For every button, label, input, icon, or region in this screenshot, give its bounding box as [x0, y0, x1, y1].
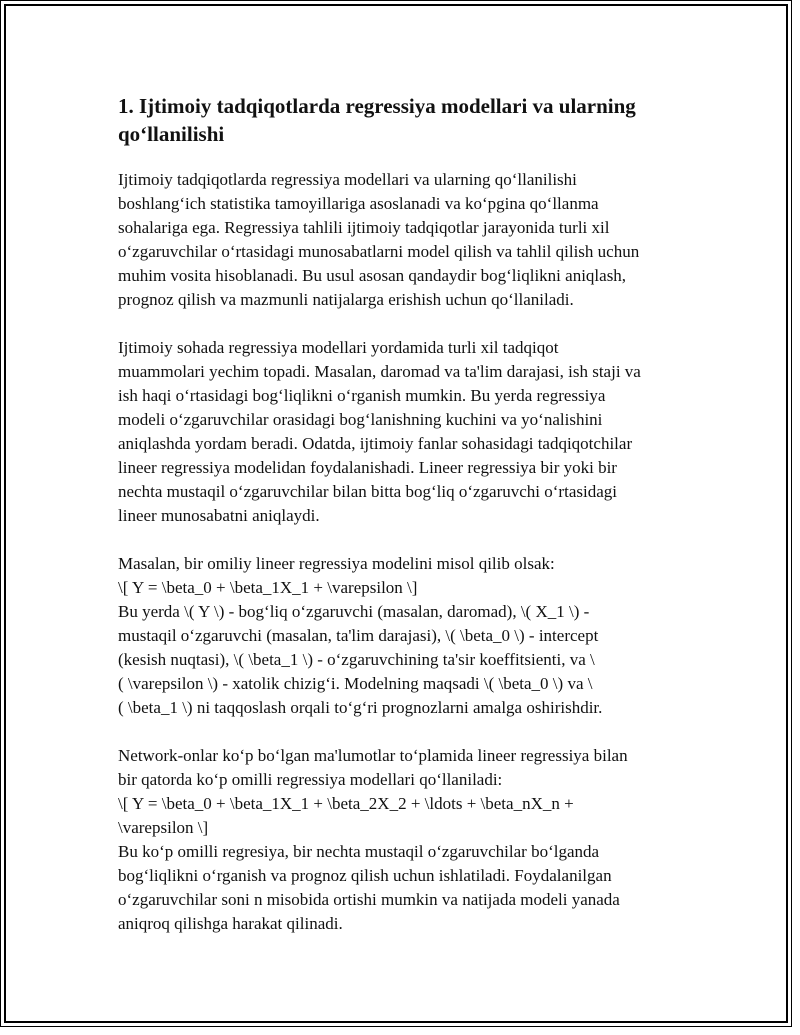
- text-line: nechta mustaqil o‘zgaruvchilar bilan bitta bog‘liq o‘zgaruvchi o‘rtasidagi: [118, 482, 617, 501]
- text-line: boshlang‘ich statistika tamoyillariga asoslanadi va ko‘pgina qo‘llanma: [118, 194, 599, 213]
- text-line: ( \beta_1 \) ni taqqoslash orqali to‘g‘ri prognozlarni amalga oshirishdir.: [118, 698, 603, 717]
- text-line: Bu yerda \( Y \) - bog‘liq o‘zgaruvchi (masalan, daromad), \( X_1 \) -: [118, 602, 590, 621]
- paragraph-single-factor-model: [118, 552, 690, 720]
- text-line: muhim vosita hisoblanadi. Bu usul asosan qandaydir bog‘liqlikni aniqlash,: [118, 266, 627, 285]
- text-line: lineer munosabatni aniqlaydi.: [118, 506, 320, 525]
- text-line: o‘zgaruvchilar o‘rtasidagi munosabatlarni model qilish va tahlil qilish uchun: [118, 242, 640, 261]
- text-line: (kesish nuqtasi), \( \beta_1 \) - o‘zgaruvchining ta'sir koeffitsienti, va \: [118, 650, 595, 669]
- paragraph-intro: [118, 168, 690, 312]
- formula-line: \varepsilon \]: [118, 818, 209, 837]
- text-line: bir qatorda ko‘p omilli regressiya modellari qo‘llaniladi:: [118, 770, 503, 789]
- text-line: Ijtimoiy tadqiqotlarda regressiya modellari va ularning qo‘llanilishi: [118, 170, 577, 189]
- text-line: Masalan, bir omiliy lineer regressiya modelini misol qilib olsak:: [118, 554, 555, 573]
- formula-line: \[ Y = \beta_0 + \beta_1X_1 + \varepsilon \]: [118, 578, 418, 597]
- text-line: lineer regressiya modelidan foydalanishadi. Lineer regressiya bir yoki bir: [118, 458, 617, 477]
- heading-line: qo‘llanilishi: [118, 122, 225, 146]
- document-body: [118, 92, 690, 960]
- text-line: sohalariga ega. Regressiya tahlili ijtimoiy tadqiqotlar jarayonida turli xil: [118, 218, 610, 237]
- section-heading: [118, 92, 690, 148]
- text-line: ( \varepsilon \) - xatolik chizig‘i. Modelning maqsadi \( \beta_0 \) va \: [118, 674, 593, 693]
- text-line: mustaqil o‘zgaruvchi (masalan, ta'lim darajasi), \( \beta_0 \) - intercept: [118, 626, 599, 645]
- text-line: ish haqi o‘rtasidagi bog‘liqlikni o‘rganish mumkin. Bu yerda regressiya: [118, 386, 606, 405]
- text-line: bog‘liqlikni o‘rganish va prognoz qilish uchun ishlatiladi. Foydalanilgan: [118, 866, 612, 885]
- heading-line: 1. Ijtimoiy tadqiqotlarda regressiya modellari va ularning: [118, 94, 636, 118]
- paragraph-social-sphere: [118, 336, 690, 528]
- paragraph-multi-factor-model: [118, 744, 690, 936]
- text-line: aniqroq qilishga harakat qilinadi.: [118, 914, 343, 933]
- text-line: prognoz qilish va mazmunli natijalarga erishish uchun qo‘llaniladi.: [118, 290, 574, 309]
- text-line: modeli o‘zgaruvchilar orasidagi bog‘lanishning kuchini va yo‘nalishini: [118, 410, 603, 429]
- text-line: Bu ko‘p omilli regresiya, bir nechta mustaqil o‘zgaruvchilar bo‘lganda: [118, 842, 600, 861]
- text-line: o‘zgaruvchilar soni n misobida ortishi mumkin va natijada modeli yanada: [118, 890, 620, 909]
- text-line: muammolari yechim topadi. Masalan, daromad va ta'lim darajasi, ish staji va: [118, 362, 641, 381]
- formula-line: \[ Y = \beta_0 + \beta_1X_1 + \beta_2X_2 + \ldots + \beta_nX_n +: [118, 794, 574, 813]
- text-line: Ijtimoiy sohada regressiya modellari yordamida turli xil tadqiqot: [118, 338, 559, 357]
- text-line: aniqlashda yordam beradi. Odatda, ijtimoiy fanlar sohasidagi tadqiqotchilar: [118, 434, 633, 453]
- text-line: Network-onlar ko‘p bo‘lgan ma'lumotlar to‘plamida lineer regressiya bilan: [118, 746, 628, 765]
